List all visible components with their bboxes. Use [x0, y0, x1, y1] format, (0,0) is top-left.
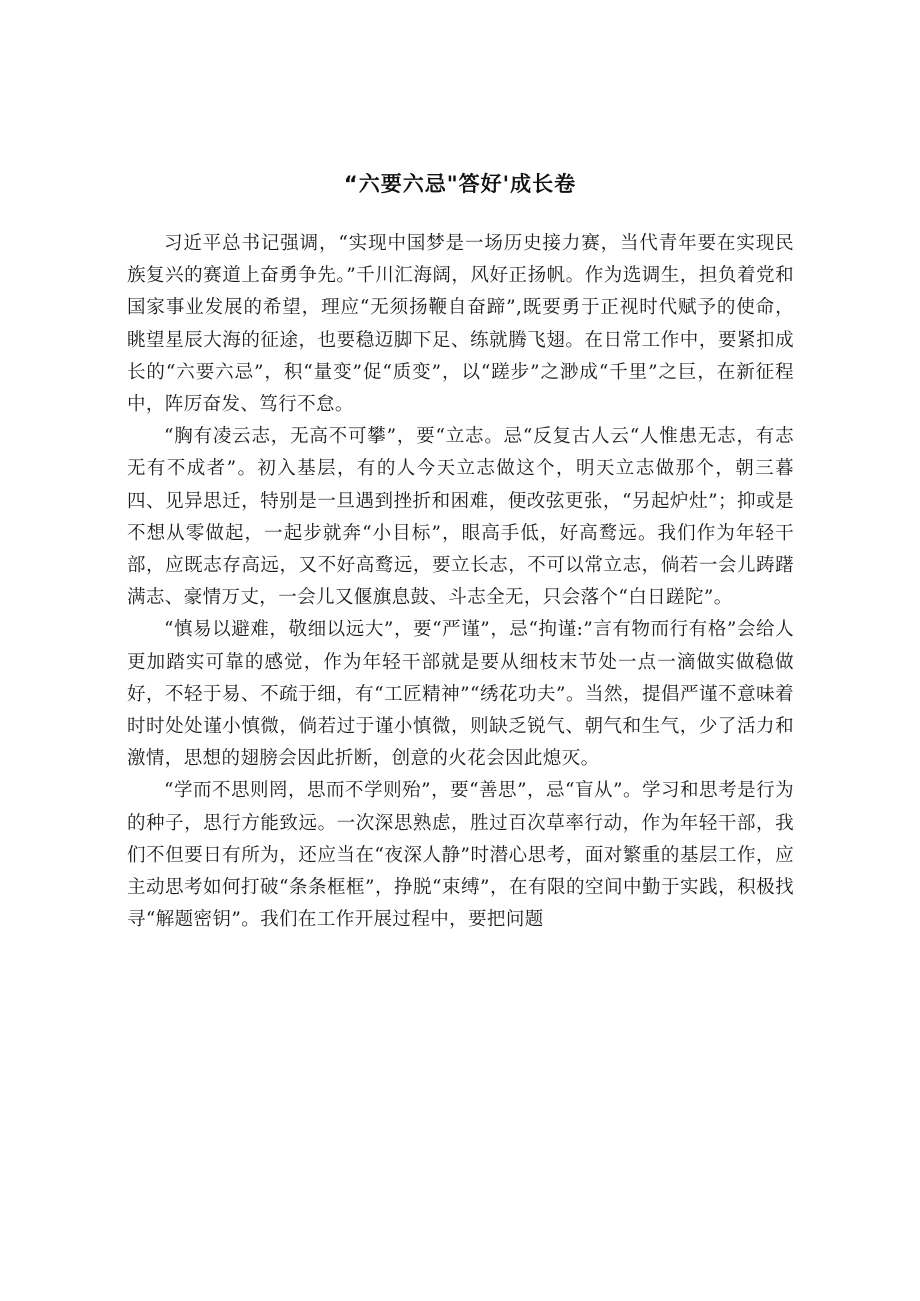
paragraph-thinking: “学而不思则罔，思而不学则殆”，要“善思”，忌“盲从”。学习和思考是行为的种子，思行方能致远。一次深思熟虑，胜过百次草率行动，作为年轻干部，我们不但要日有所为，还应当在“夜深人静”时潜心思考，面对繁重的基层工作，应主动思考如何打破“条条框框”，挣脱“束缚”，在有限的空间中勤于实践，积极找寻“解题密钥”。我们在工作开展过程中，要把问题 — [127, 780, 794, 931]
document-title: “六要六忌"答好'成长卷 — [343, 172, 577, 196]
paragraph-rigor: “慎易以避难，敬细以远大”，要“严谨”，忌“拘谨:”言有物而行有格”会给人更加踏实可靠的感觉，作为年轻干部就是要从细枝末节处一点一滴做实做稳做好，不轻于易、不疏于细，有“工匠精神”“绣花功夫”。当然，提倡严谨不意味着时时处处谨小慎微，倘若过于谨小慎微，则缺乏锐气、朝气和生气，少了活力和激情，思想的翅膀会因此折断，创意的火花会因此熄灭。 — [127, 619, 794, 770]
paragraph-intro: 习近平总书记强调，“实现中国梦是一场历史接力赛，当代青年要在实现民族复兴的赛道上奋勇争先。”千川汇海阔，风好正扬帆。作为选调生，担负着党和国家事业发展的希望，理应“无须扬鞭自奋蹄”,既要勇于正视时代赋予的使命，眺望星辰大海的征途，也要稳迈脚下足、练就腾飞翅。在日常工作中，要紧扣成长的“六要六忌”，积“量变”促“质变”，以“蹉步”之渺成“千里”之巨，在新征程中，阵厉奋发、笃行不怠。 — [127, 233, 794, 416]
paragraph-ambition: “胸有凌云志，无高不可攀”，要“立志。忌“反复古人云“人惟患无志，有志无有不成者”。初入基层，有的人今天立志做这个，明天立志做那个，朝三暮四、见异思迁，特别是一旦遇到挫折和困难，便改弦更张，“另起炉灶”；抑或是不想从零做起，一起步就奔“小目标”，眼高手低，好高鹜远。我们作为年轻干部，应既志存高远，又不好高鹜远，要立长志，不可以常立志，倘若一会儿踌躇满志、豪情万丈，一会儿又偃旗息鼓、斗志全无，只会落个“白日蹉陀”。 — [127, 426, 794, 609]
document-body — [127, 228, 794, 936]
